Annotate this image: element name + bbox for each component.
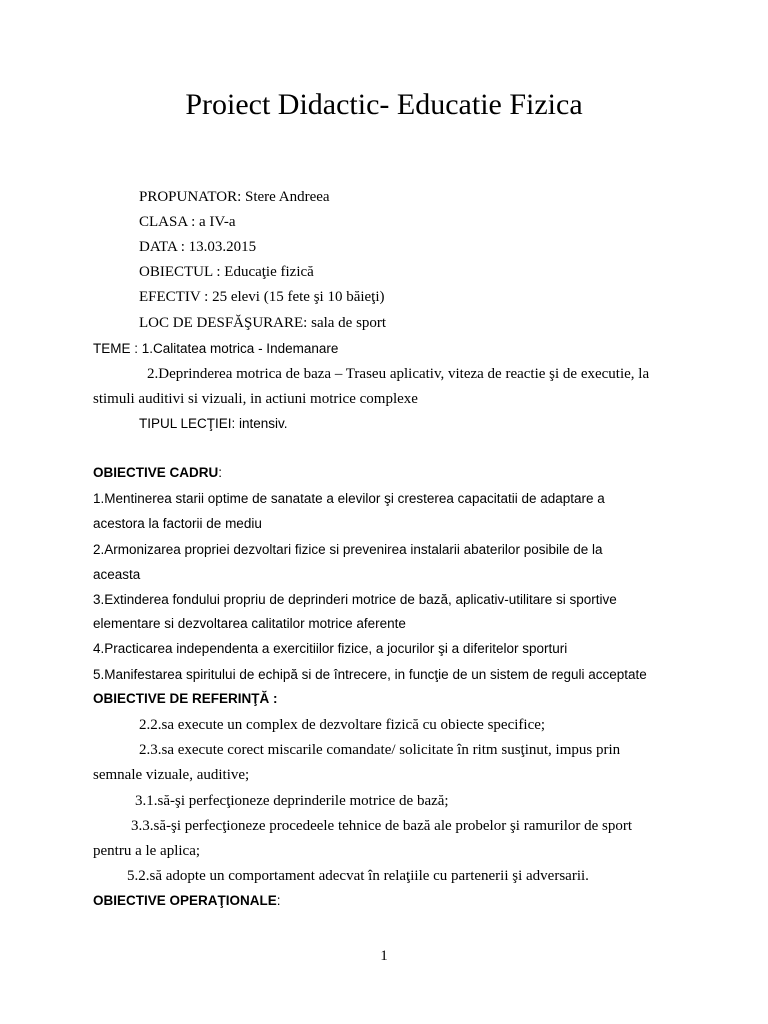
field-loc [139,313,386,333]
field-value: : 25 elevi (15 fete şi 10 băieţi) [200,289,385,305]
heading-text: OBIECTIVE CADRU [93,465,219,480]
obiectiv-referinta-line: 2.3.sa execute corect miscarile comandate/ solicitate în ritm susţinut, impus prin [139,742,621,758]
field-clasa [139,212,236,232]
obiectiv-cadru-line: aceasta [93,567,141,582]
teme-label: TEME : [93,341,139,356]
teme-item-2: 2.Deprinderea motrica de baza – Traseu aplicativ, viteza de reactie şi de executie, la [147,366,650,382]
field-value: : a IV-a [187,214,236,230]
obiective-cadru-heading [93,463,222,483]
tipul-label: TIPUL LECŢIEI: [139,416,236,431]
obiectiv-referinta-line: 3.1.să-şi perfecţioneze deprinderile motrice de bază; [135,793,449,809]
field-efectiv [139,287,385,307]
field-value: sala de sport [307,315,387,331]
teme-item-1: 1.Calitatea motrica - Indemanare [138,341,339,356]
field-label: DATA [139,239,177,255]
field-data [139,237,256,257]
document-title: Proiect Didactic- Educatie Fizica [185,88,583,121]
field-value: Stere Andreea [241,189,330,205]
field-label: OBIECTUL [139,264,213,280]
obiectiv-cadru-line: 4.Practicarea independenta a exercitiilor fizice, a jocurilor şi a diferitelor sporturi [93,641,568,656]
heading-text: OBIECTIVE OPERAŢIONALE [93,893,277,908]
tipul-lectiei [139,414,288,434]
obiectiv-referinta-line: 3.3.să-şi perfecţioneze procedeele tehnice de bază ale probelor şi ramurilor de sport [131,818,633,834]
field-value: : Educaţie fizică [212,264,314,280]
teme-item-2-continued: stimuli auditivi si vizuali, in actiuni motrice complexe [93,391,418,407]
obiectiv-cadru-line: acestora la factorii de mediu [93,516,262,531]
field-label: PROPUNATOR: [139,189,242,205]
obiectiv-cadru-line: 2.Armonizarea propriei dezvoltari fizice si prevenirea instalarii abaterilor posibile de la [93,542,603,557]
field-label: EFECTIV [139,289,201,305]
obiectiv-referinta-line: pentru a le aplica; [93,843,201,859]
teme-line [93,339,338,359]
tipul-value: intensiv. [235,416,288,431]
field-label: CLASA [139,214,188,230]
obiectiv-referinta-line: 2.2.sa execute un complex de dezvoltare fizică cu obiecte specifice; [139,717,546,733]
obiectiv-cadru-line: 1.Mentinerea starii optime de sanatate a elevilor şi cresterea capacitatii de adaptare a [93,491,605,506]
obiectiv-cadru-line: 5.Manifestarea spiritului de echipă si de întrecere, in funcţie de un sistem de reguli acceptate [93,667,647,682]
field-obiectul [139,262,314,282]
obiectiv-referinta-line: semnale vizuale, auditive; [93,767,250,783]
obiectiv-cadru-line: 3.Extinderea fondului propriu de deprinderi motrice de bază, aplicativ-utilitare si sportive [93,592,617,607]
heading-colon: : [276,893,281,908]
obiectiv-referinta-line: 5.2.să adopte un comportament adecvat în relaţiile cu partenerii şi adversarii. [127,868,589,884]
field-label: LOC DE DESFĂŞURARE: [139,315,308,331]
field-value: : 13.03.2015 [176,239,257,255]
obiective-referinta-heading: OBIECTIVE DE REFERINŢĂ : [93,691,278,706]
obiective-operationale-heading [93,891,281,911]
page-number: 1 [380,948,388,964]
heading-colon: : [218,465,223,480]
field-propunator [139,187,330,207]
obiectiv-cadru-line: elementare si dezvoltarea calitatilor motrice aferente [93,616,406,631]
